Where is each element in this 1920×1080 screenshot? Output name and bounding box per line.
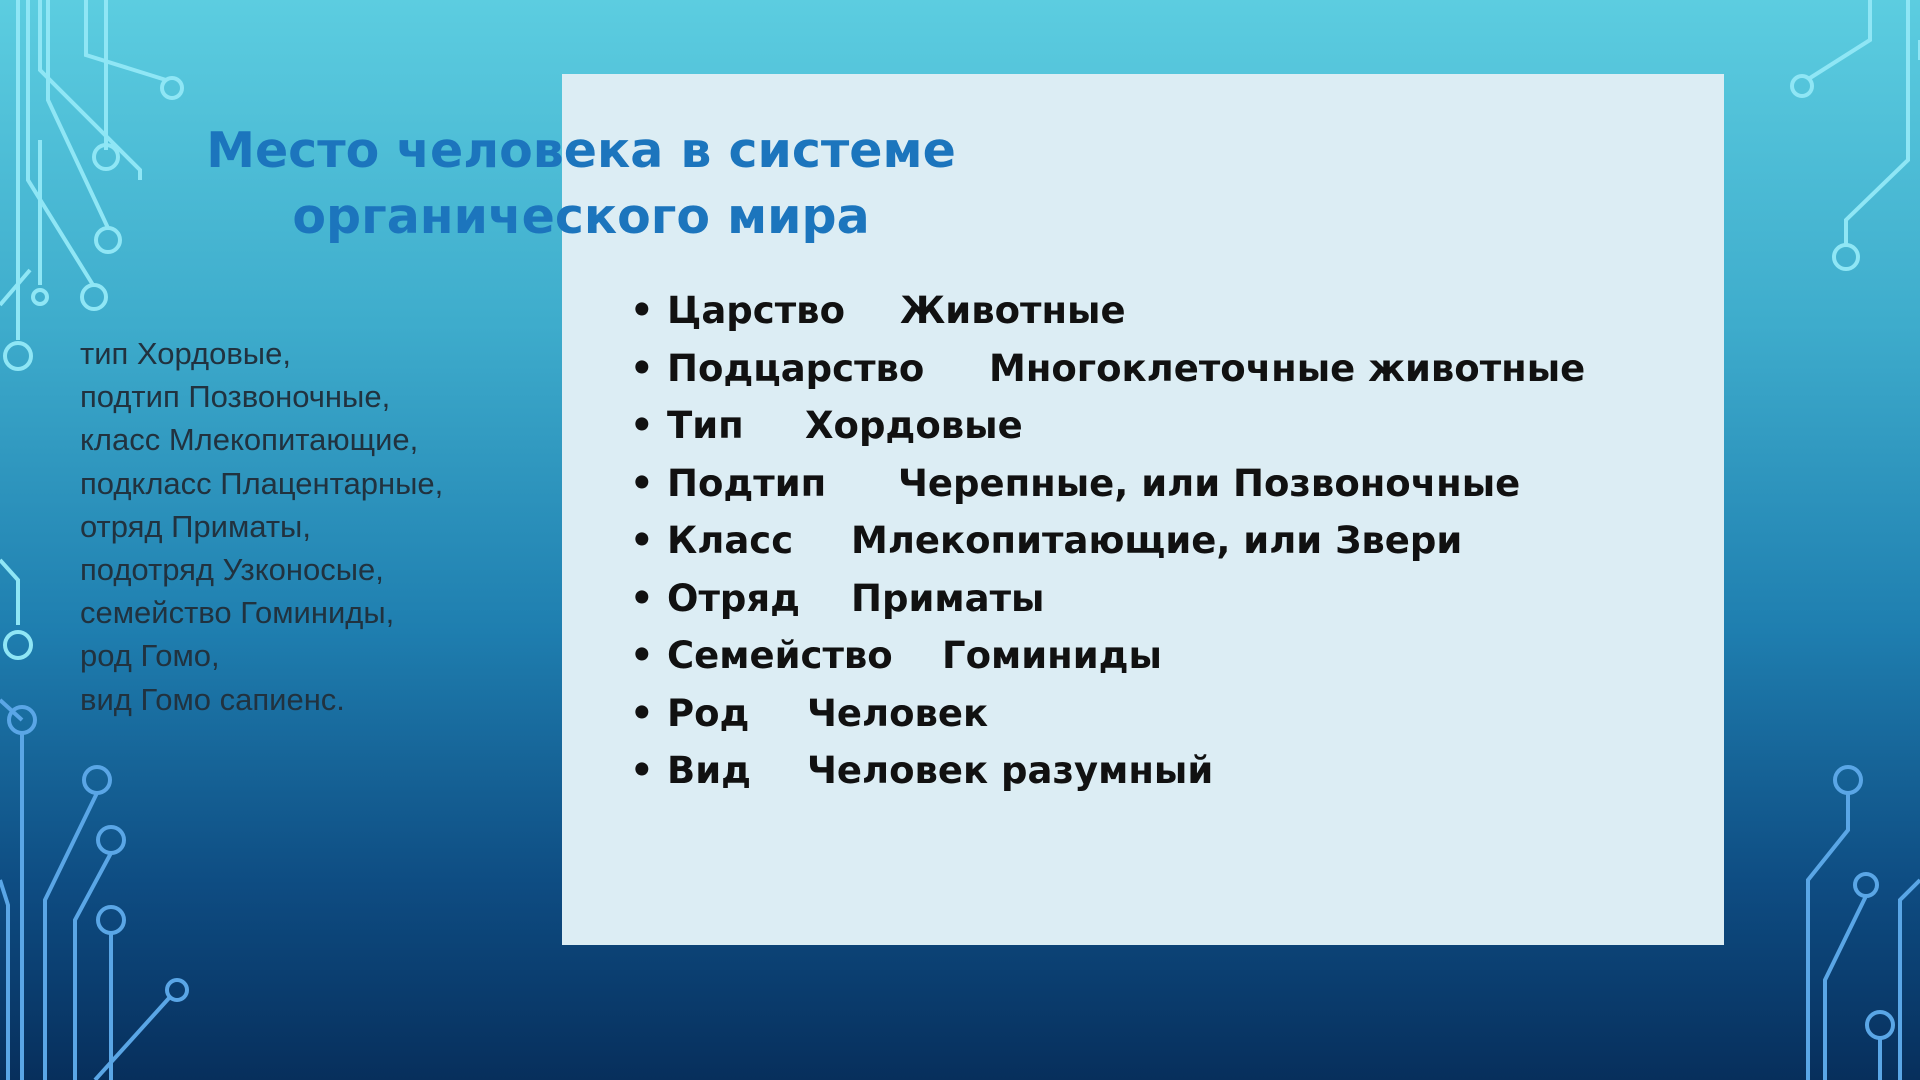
taxon-name: Многоклеточные животные xyxy=(989,346,1586,390)
classification-line: подотряд Узконосые, xyxy=(80,552,384,588)
taxonomy-item xyxy=(630,397,1585,455)
taxon-rank: Семейство xyxy=(667,634,893,677)
classification-line: подкласс Плацентарные, xyxy=(80,465,444,501)
taxon-name: Человек xyxy=(807,691,989,735)
classification-line: вид Гомо сапиенс. xyxy=(80,681,345,717)
taxon-rank: Род xyxy=(667,691,750,735)
panel-title-line: Место человека в системе xyxy=(206,122,956,179)
panel-title-line: органического мира xyxy=(292,188,870,245)
taxon-name: Хордовые xyxy=(805,404,1023,447)
taxon-name: Млекопитающие, или Звери xyxy=(851,519,1463,562)
bullet: • xyxy=(630,461,654,505)
bullet: • xyxy=(630,404,654,447)
taxon-rank: Подтип xyxy=(667,461,827,505)
taxonomy-item xyxy=(630,685,1585,743)
classification-notes xyxy=(80,332,540,721)
taxonomy-list xyxy=(630,282,1585,800)
taxon-name: Животные xyxy=(900,289,1126,332)
classification-line: тип Хордовые, xyxy=(80,336,291,371)
taxon-name: Приматы xyxy=(851,576,1045,620)
taxon-rank: Отряд xyxy=(667,576,801,620)
panel-title xyxy=(0,118,1162,250)
taxon-name: Человек разумный xyxy=(807,749,1214,792)
taxon-rank: Вид xyxy=(667,749,752,792)
taxonomy-item xyxy=(630,455,1585,513)
taxon-rank: Подцарство xyxy=(667,346,925,390)
bullet: • xyxy=(630,346,654,390)
bullet: • xyxy=(630,289,654,332)
classification-line: отряд Приматы, xyxy=(80,508,311,544)
taxonomy-item xyxy=(630,742,1585,800)
bullet: • xyxy=(630,749,654,792)
classification-line: класс Млекопитающие, xyxy=(80,422,419,458)
taxonomy-item xyxy=(630,627,1585,685)
taxonomy-item xyxy=(630,570,1585,628)
taxon-name: Гоминиды xyxy=(942,634,1162,677)
bullet: • xyxy=(630,691,654,735)
taxon-rank: Царство xyxy=(667,289,845,332)
taxon-name: Черепные, или Позвоночные xyxy=(898,461,1521,505)
bullet: • xyxy=(630,576,654,620)
classification-line: подтип Позвоночные, xyxy=(80,379,391,415)
classification-line: род Гомо, xyxy=(80,638,220,674)
taxonomy-item xyxy=(630,512,1585,570)
taxonomy-item xyxy=(630,340,1585,398)
bullet: • xyxy=(630,634,654,677)
taxonomy-item xyxy=(630,282,1585,340)
bullet: • xyxy=(630,519,654,562)
taxon-rank: Класс xyxy=(667,519,794,562)
taxon-rank: Тип xyxy=(667,404,744,447)
classification-line: семейство Гоминиды, xyxy=(80,595,395,631)
